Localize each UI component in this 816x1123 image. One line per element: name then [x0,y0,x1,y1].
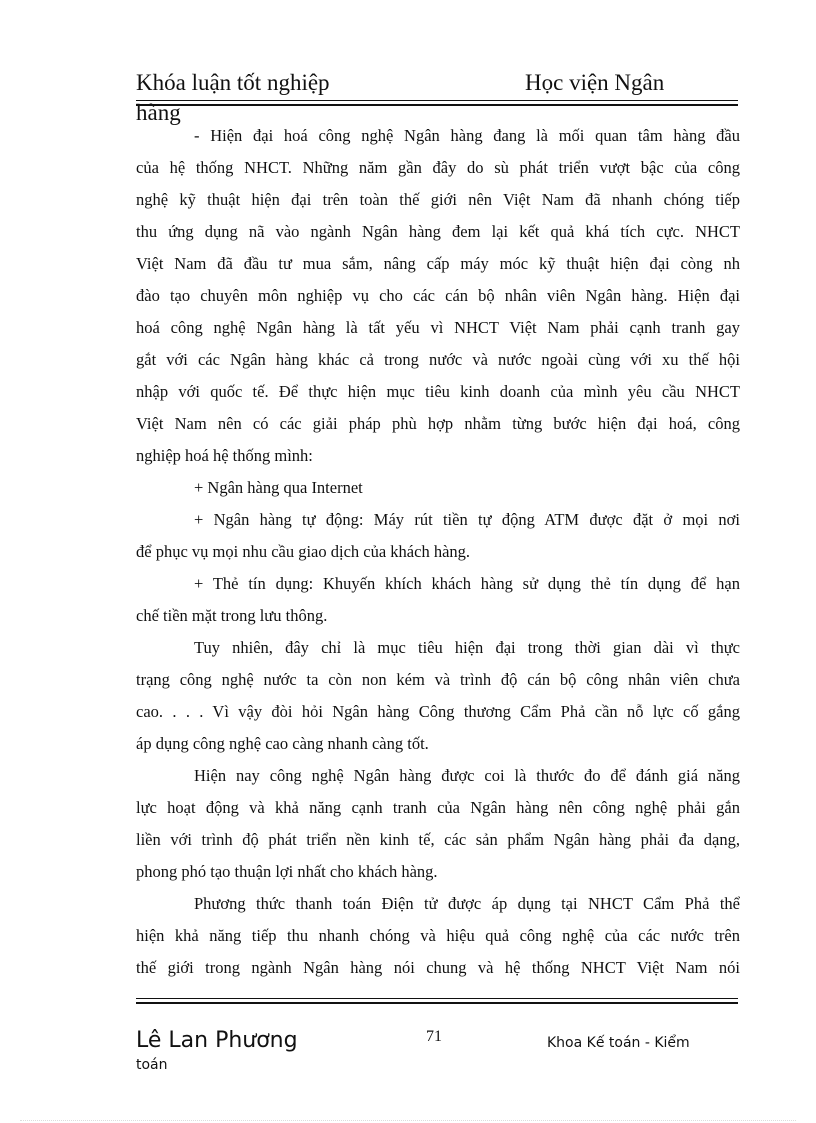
body-line: Hiện nay công nghệ Ngân hàng được coi là thước đo để đánh giá năng [194,766,740,785]
header-institution-wrap: hàng [136,100,181,125]
body-line: nghệ kỹ thuật hiện đại trên toàn thế giới nên Việt Nam đã nhanh chóng tiếp [136,190,740,209]
body-line: trạng công nghệ nước ta còn non kém và trình độ cán bộ công nhân viên chưa [136,670,740,689]
body-line: cao. . . . Vì vậy đòi hỏi Ngân hàng Công thương Cẩm Phả cần nỗ lực cố gắng [136,702,740,721]
body-line: hoá công nghệ Ngân hàng là tất yếu vì NHCT Việt Nam phải cạnh tranh gay [136,318,740,337]
body-text [136,120,740,984]
body-line: thu ứng dụng nã vào ngành Ngân hàng đem lại kết quả khá tích cực. NHCT [136,222,740,241]
header-rule-top [136,100,738,101]
body-line: Phương thức thanh toán Điện tử được áp dụng tại NHCT Cẩm Phả thể [194,894,740,913]
footer-rule-top [136,998,738,999]
body-line: - Hiện đại hoá công nghệ Ngân hàng đang là mối quan tâm hàng đầu [194,126,740,145]
body-line: nhập với quốc tế. Để thực hiện mục tiêu kinh doanh của mình yêu cầu NHCT [136,382,740,401]
footer-department: Khoa Kế toán - Kiểm [547,1035,690,1051]
body-line: gắt với các Ngân hàng khác cả trong nước và nước ngoài cùng với xu thế hội [136,350,740,369]
body-line: Việt Nam nên có các giải pháp phù hợp nhằm từng bước hiện đại hoá, công [136,414,740,433]
body-line: + Ngân hàng tự động: Máy rút tiền tự động ATM được đặt ở mọi nơi [194,510,740,529]
body-line: nghiệp hoá hệ thống mình: [136,446,313,465]
page-number: 71 [426,1028,442,1045]
body-line: hiện khả năng tiếp thu nhanh chóng và hiệu quả công nghệ của các nước trên [136,926,740,945]
body-line: lực hoạt động và khả năng cạnh tranh của Ngân hàng nên công nghệ phải gắn [136,798,740,817]
footer-rule-bottom [136,1002,738,1004]
header-title: Khóa luận tốt nghiệp [136,70,330,95]
body-line: của hệ thống NHCT. Những năm gần đây do sù phát triển vượt bậc của công [136,158,740,177]
footer-department-wrap: toán [136,1057,168,1073]
body-line: liền với trình độ phát triển nền kinh tế, các sản phẩm Ngân hàng phải đa dạng, [136,830,740,849]
header-institution: Học viện Ngân [525,70,665,95]
body-line: áp dụng công nghệ cao càng nhanh càng tốt. [136,734,429,753]
body-line: Tuy nhiên, đây chỉ là mục tiêu hiện đại trong thời gian dài vì thực [194,638,740,657]
page-edge-divider [20,1120,796,1121]
body-line: đào tạo chuyên môn nghiệp vụ cho các cán bộ nhân viên Ngân hàng. Hiện đại [136,286,740,305]
body-line: thế giới trong ngành Ngân hàng nói chung và hệ thống NHCT Việt Nam nói [136,958,740,977]
body-line: chế tiền mặt trong lưu thông. [136,606,328,625]
body-line: Việt Nam đã đầu tư mua sắm, nâng cấp máy móc kỹ thuật hiện đại còng nh [136,254,740,273]
footer-author: Lê Lan Phương [136,1028,298,1053]
body-line: + Thẻ tín dụng: Khuyến khích khách hàng sử dụng thẻ tín dụng để hạn [194,574,740,593]
body-line: để phục vụ mọi nhu cầu giao dịch của khách hàng. [136,542,471,561]
header-rule-bottom [136,104,738,106]
body-line: + Ngân hàng qua Internet [194,478,363,497]
body-line: phong phó tạo thuận lợi nhất cho khách hàng. [136,862,438,881]
